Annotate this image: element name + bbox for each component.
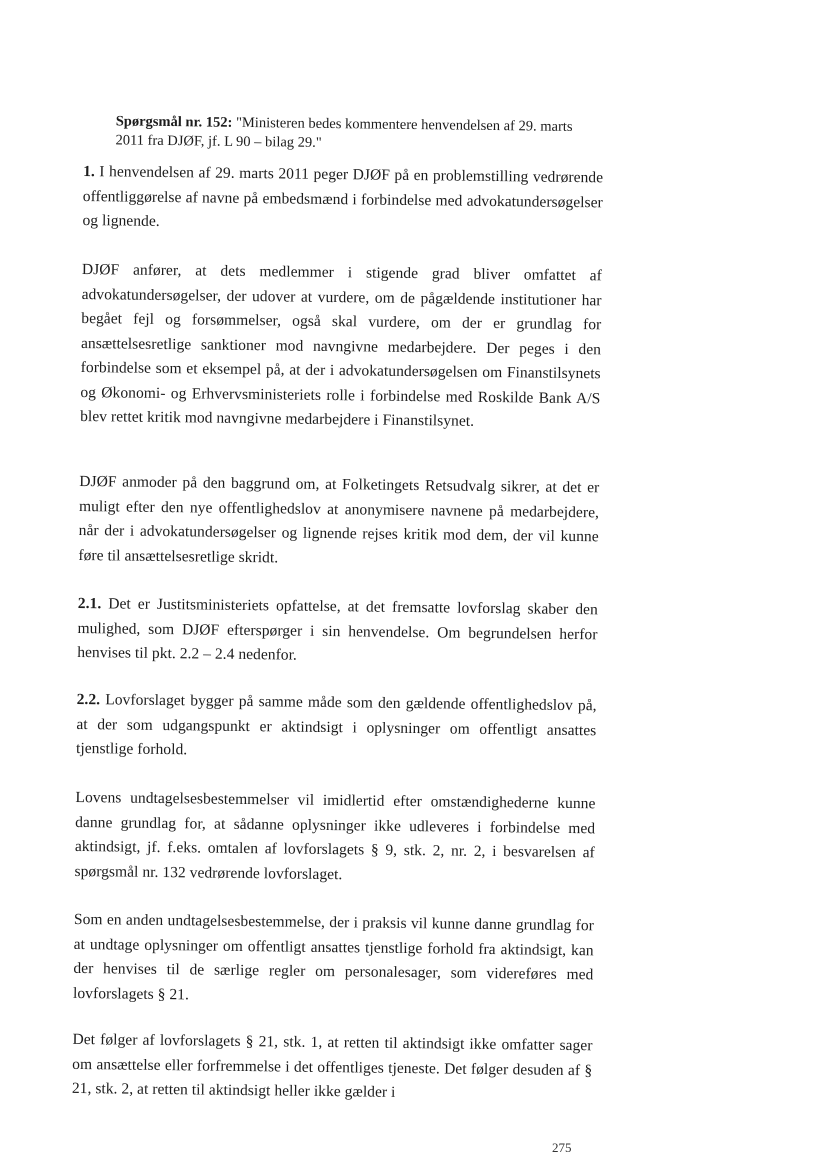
question-label: Spørgsmål nr. 152: [115,113,233,131]
section-number: 1. [83,162,95,181]
paragraph-7 [73,908,594,1012]
paragraph-2 [80,258,602,436]
paragraph-text: Som en anden undtagelsesbestemmelse, der i praksis vil kunne danne grundlag for at undtage oplysninger om offentligt ansattes tjenstlige forhold fra aktindsigt, kan der henvises til de særlige regler om personalesager, som videreføres med lovforslagets § 21. [72,910,595,1003]
section-number: 2.2. [76,690,101,709]
question-text: "Ministeren bedes kommentere henvendelsen af 29. marts 2011 fra DJØF, jf. L 90 – bilag 29." [115,114,573,151]
paragraph-text: Lovens undtagelsesbestemmelser vil imidlertid efter omstændighederne kunne danne grundlag for, at sådanne oplysninger ikke udleveres i forbindelse med aktindsigt, jf. f.eks. omtalen af lovforslagets § 9, stk. 2, nr. 2, i besvarelsen af spørgsmål nr. 132 vedrørende lovforslaget. [74,788,596,883]
paragraph-text: Det følger af lovforslagets § 21, stk. 1, at retten til aktindsigt ikke omfatter sager om ansættelse eller forfremmelse i det offentliges tjeneste. Det følger desuden af § 21, stk. 2, at retten til aktindsigt heller ikke gælder i [71,1030,593,1101]
paragraph-text: Det er Justitsministeriets opfattelse, at det fremsatte lovforslag skaber den mulighed, som DJØF efterspørger i sin henvendelse. Om begrundelsen herfor henvises til pkt. 2.2 – 2.4 nedenfor. [77,595,598,664]
paragraph-4 [77,592,598,672]
paragraph-text: I henvendelsen af 29. marts 2011 peger DJØF på en problemstilling vedrørende offentliggørelse af navne på embedsmænd i forbindelse med advokatundersøgelser og lignende. [82,163,604,230]
paragraph-5 [76,688,597,768]
document-body [71,100,604,1101]
paragraph-3 [78,470,599,574]
paragraph-1 [82,160,603,240]
paragraph-text: DJØF anfører, at dets medlemmer i stigende grad bliver omfattet af advokatundersøgelser, der udover at vurdere, om de pågældende institutioner har begået fejl og forsømmelser, også skal vurdere, om der er grundlag for ansættelsesretlige sanktioner mod navngivne medarbejdere. Der peges i den forbindelse som et eksempel på, at der i advokatundersøgelsen om Finanstilsynets og Økonomi- og Erhvervsministeriets rolle i forbindelse med Roskilde Bank A/S blev rettet kritik mod navngivne medarbejdere i Finanstilsynet. [80,260,602,430]
question-heading [115,112,595,156]
paragraph-6 [74,786,595,890]
paragraph-text: Lovforslaget bygger på samme måde som den gældende offentlighedslov på, at der som udgangspunkt er aktindsigt i oplysninger om offentligt ansattes tjenstlige forhold. [75,691,597,759]
paragraph-text: DJØF anmoder på den baggrund om, at Folketingets Retsudvalg sikrer, at det er muligt efter den nye offentlighedslov at anonymisere navnene på medarbejdere, når der i advokatundersøgelser og lignende rejses kritik mod dem, der vil kunne føre til ansættelsesretlige skridt. [78,472,600,566]
section-number: 2.1. [77,594,102,613]
page-number: 275 [552,1140,572,1155]
paragraph-8 [72,1028,593,1108]
